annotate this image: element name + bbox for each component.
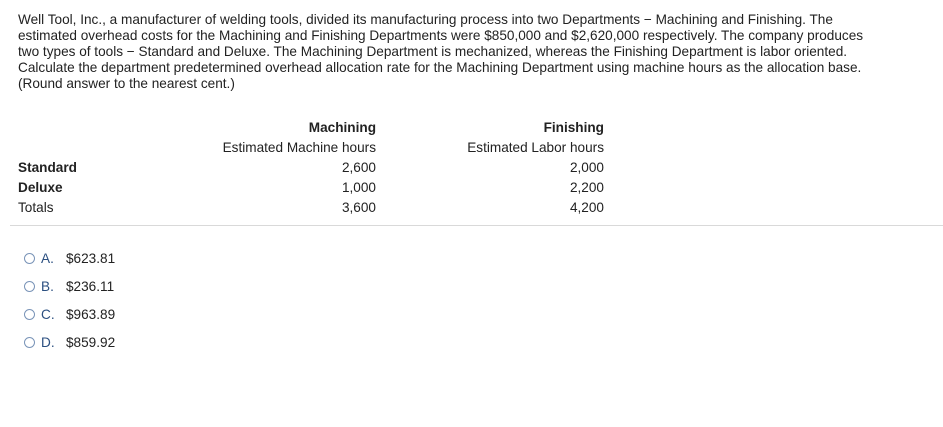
question-text — [18, 12, 933, 92]
finishing-header: Finishing — [543, 120, 604, 135]
radio-button-icon[interactable] — [24, 309, 35, 320]
option-letter: D. — [41, 334, 55, 350]
radio-button-icon[interactable] — [24, 281, 35, 292]
option-value[interactable]: $963.89 — [66, 306, 116, 322]
table-row — [18, 158, 604, 178]
question-line: (Round answer to the nearest cent.) — [18, 76, 235, 91]
answer-option-d[interactable] — [24, 328, 115, 356]
hours-table — [18, 118, 604, 218]
table-row — [18, 198, 604, 218]
labor-hours: 2,000 — [569, 160, 604, 175]
machining-hours: 2,600 — [341, 160, 376, 175]
radio-button-icon[interactable] — [24, 337, 35, 348]
row-label: Standard — [18, 160, 77, 175]
row-label: Deluxe — [18, 180, 63, 195]
finishing-subheader: Estimated Labor hours — [467, 140, 604, 155]
option-value[interactable]: $859.92 — [66, 334, 116, 350]
question-line: two types of tools − Standard and Deluxe. The Machining Department is mechanized, whereas the Finishing Department is labor oriented. — [18, 44, 848, 59]
answer-option-a[interactable] — [24, 244, 115, 272]
option-letter: C. — [41, 306, 55, 322]
table-subheader-row — [18, 138, 604, 158]
machining-subheader: Estimated Machine hours — [222, 140, 376, 155]
table-corner — [18, 118, 198, 138]
option-letter: B. — [41, 278, 54, 294]
question-line: Well Tool, Inc., a manufacturer of welding tools, divided its manufacturing process into two Departments − Machining and Finishing. The — [18, 12, 833, 27]
option-value[interactable]: $623.81 — [66, 250, 116, 266]
labor-hours: 2,200 — [569, 180, 604, 195]
labor-hours: 4,200 — [569, 200, 604, 215]
answer-option-b[interactable] — [24, 272, 115, 300]
answer-option-c[interactable] — [24, 300, 115, 328]
machining-hours: 1,000 — [341, 180, 376, 195]
answer-options — [24, 244, 115, 356]
row-label: Totals — [18, 200, 54, 215]
question-line: Calculate the department predetermined overhead allocation rate for the Machining Department using machine hours as the allocation base. — [18, 60, 862, 75]
radio-button-icon[interactable] — [24, 253, 35, 264]
machining-hours: 3,600 — [341, 200, 376, 215]
section-divider — [10, 225, 943, 226]
option-value[interactable]: $236.11 — [66, 278, 115, 294]
table-row — [18, 178, 604, 198]
machining-header: Machining — [308, 120, 376, 135]
option-letter: A. — [41, 250, 54, 266]
table-header-row — [18, 118, 604, 138]
question-line: estimated overhead costs for the Machining and Finishing Departments were $850,000 and $2,620,000 respectively. The company produces — [18, 28, 864, 43]
